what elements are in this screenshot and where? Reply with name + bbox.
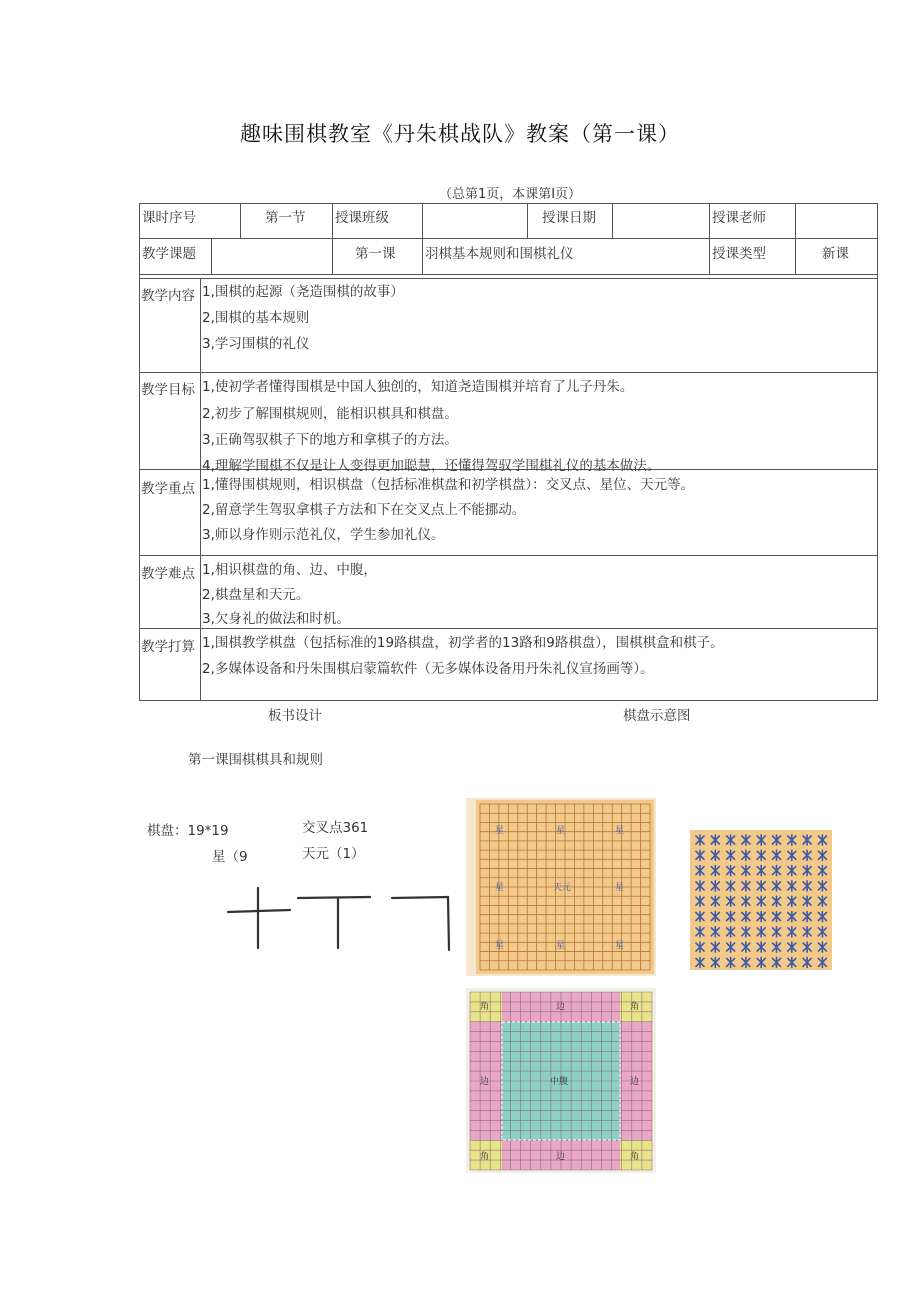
page-info: （总第1页，本课第I页） (438, 187, 582, 202)
type-value: 新课 (822, 246, 849, 262)
list-item: 2,棋盘星和天元。 (202, 587, 310, 603)
corner-label: 角 (630, 1002, 640, 1012)
star-label: 星 (615, 826, 625, 836)
topic-label: 教学课题 (142, 246, 196, 262)
intersection-sketch (220, 880, 460, 955)
board-size-text: 棋盘：19*19 (147, 823, 229, 839)
page-title: 趣味围棋教室《丹朱棋战队》教案（第一课） (240, 122, 680, 146)
stars-text: 星（9 (212, 849, 248, 865)
star-label: 星 (615, 883, 625, 893)
lesson-no-label: 课时序号 (142, 210, 196, 226)
topic-lesson: 第一课 (355, 246, 396, 262)
board-regions-diagram (466, 988, 656, 1173)
edge-t-h-stroke (298, 897, 370, 898)
section-label-preparation: 教学打算 (141, 639, 195, 655)
star-label: 星 (556, 941, 566, 951)
section-label-keypoints: 教学重点 (141, 481, 195, 497)
class-label: 授课班级 (335, 210, 389, 226)
corner-label: 角 (480, 1152, 490, 1162)
section-label-content: 教学内容 (141, 288, 195, 304)
star-label: 星 (495, 826, 505, 836)
tengen-text: 天元（1） (302, 846, 365, 862)
date-label: 授课日期 (542, 210, 596, 226)
list-item: 2,围棋的基本规则 (202, 310, 310, 326)
star-label: 星 (495, 883, 505, 893)
center-label: 中腹 (550, 1077, 569, 1087)
blackboard-lesson-title: 第一课围棋棋具和规则 (188, 752, 323, 768)
edge-label: 边 (556, 1002, 566, 1012)
tengen-label: 天元 (553, 883, 572, 893)
board-diagram-label: 棋盘示意图 (623, 708, 691, 724)
star-label: 星 (615, 941, 625, 951)
star-label: 星 (556, 826, 566, 836)
intersections-text: 交叉点361 (302, 820, 369, 836)
edge-label: 边 (480, 1077, 490, 1087)
list-item: 3,师以身作则示范礼仪，学生参加礼仪。 (202, 527, 445, 543)
list-item: 1,围棋的起源（尧造围棋的故事） (202, 284, 404, 300)
section-label-goals: 教学目标 (141, 382, 195, 398)
type-label: 授课类型 (712, 246, 766, 262)
list-item: 1,懂得围棋规则，相识棋盘（包括标准棋盘和初学棋盘）：交叉点、星位、天元等。 (202, 477, 695, 493)
list-item: 2,初步了解围棋规则，能相识棋具和棋盘。 (202, 406, 458, 422)
star-label: 星 (495, 941, 505, 951)
list-item: 1,相识棋盘的角、边、中腹， (202, 562, 377, 578)
list-item: 1,围棋教学棋盘（包括标准的19路棋盘，初学者的13路和9路棋盘），围棋棋盒和棋子。 (202, 635, 724, 651)
corner-label: 角 (630, 1152, 640, 1162)
board-9-star-pattern (690, 830, 832, 970)
list-item: 3,正确驾驭棋子下的地方和拿棋子的方法。 (202, 432, 458, 448)
list-item: 3,欠身礼的做法和时机。 (202, 611, 350, 627)
board-19-star-diagram (466, 798, 656, 976)
lesson-no-value: 第一节 (265, 210, 306, 226)
edge-label: 边 (556, 1152, 566, 1162)
list-item: 4,理解学围棋不仅是让人变得更加聪慧，还懂得驾驭学围棋礼仪的基本做法。 (202, 458, 661, 474)
section-label-difficulties: 教学难点 (141, 566, 195, 582)
list-item: 1,使初学者懂得围棋是中国人独创的，知道尧造围棋并培育了儿子丹朱。 (202, 379, 634, 395)
teacher-label: 授课老师 (712, 210, 766, 226)
list-item: 2,留意学生驾驭拿棋子方法和下在交叉点上不能挪动。 (202, 502, 526, 518)
corner-stroke (392, 897, 449, 950)
list-item: 3,学习围棋的礼仪 (202, 336, 310, 352)
corner-label: 角 (480, 1002, 490, 1012)
topic-value: 羽棋基本规则和围棋礼仪 (425, 246, 574, 262)
board-design-label: 板书设计 (268, 708, 322, 724)
list-item: 2,多媒体设备和丹朱围棋启蒙篇软件（无多媒体设备用丹朱礼仪宣扬画等）。 (202, 661, 654, 677)
edge-label: 边 (630, 1077, 640, 1087)
